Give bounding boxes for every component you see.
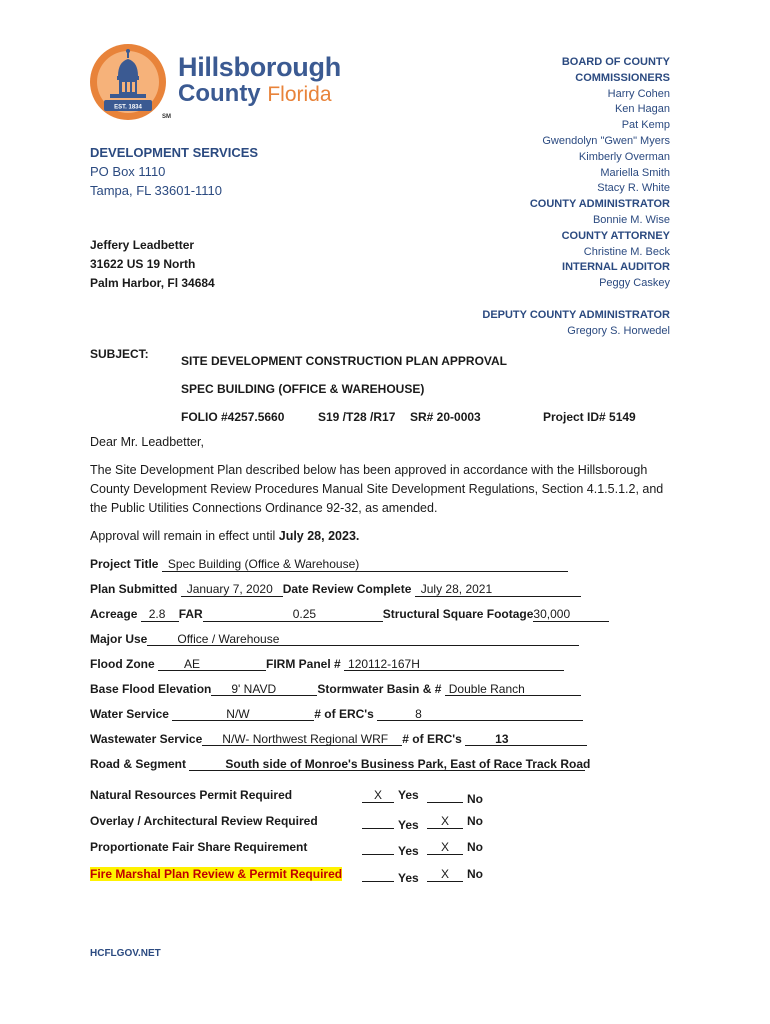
permit-row [90,788,510,806]
project-id: Project ID# 5149 [543,410,636,424]
water-service-value: N/W [172,707,314,721]
water-erc-value: 8 [377,707,583,721]
wastewater-erc-label: # of ERC's [402,732,462,746]
permit-no-mark: X [427,867,463,882]
plan-submitted-label: Plan Submitted [90,582,178,596]
firm-panel-value: 120112-167H [344,657,564,671]
permit-yes-mark [362,867,394,882]
road-segment-label: Road & Segment [90,757,187,771]
logo-florida-word: Florida [267,83,332,106]
permit-yes-option [362,840,419,858]
row-project-title [90,557,568,575]
ssf-label: Structural Square Footage [382,607,534,621]
ssf-value: 30,000 [533,607,609,622]
far-value: 0.25 [203,607,383,622]
permit-row [90,814,510,832]
recipient-city: Palm Harbor, Fl 34684 [90,276,215,290]
effect-date: July 28, 2023. [278,529,360,543]
subject-folio-line [181,403,636,431]
row-road-segment [90,757,591,775]
subject-line-1: SITE DEVELOPMENT CONSTRUCTION PLAN APPROVAL [181,354,508,368]
folio-number: FOLIO #4257.5660 [181,410,285,424]
board-heading: DEPUTY COUNTY ADMINISTRATOR [482,308,670,321]
courthouse-dome-icon [88,42,168,122]
basin-label: Stormwater Basin & # [317,682,442,696]
permit-yes-mark [362,814,394,829]
letter-body [90,433,680,555]
effect-prefix: Approval will remain in effect until [90,529,279,543]
acreage-label: Acreage [90,607,138,621]
board-member-name: Gregory S. Horwedel [567,324,670,337]
board-member-name: Pat Kemp [621,119,670,132]
yes-label: Yes [398,871,419,885]
permit-no-mark: X [427,814,463,829]
permit-label: Natural Resources Permit Required [90,788,293,802]
county-logo [88,42,168,127]
firm-panel-label: FIRM Panel # [266,657,341,671]
permit-label: Overlay / Architectural Review Required [90,814,318,828]
board-officials-list [482,55,670,339]
wastewater-erc-value: 13 [465,732,587,746]
water-erc-label: # of ERC's [314,707,374,721]
flood-zone-value: AE [158,657,266,671]
no-label: No [467,792,483,806]
permit-yes-option [362,788,419,803]
subject-label: SUBJECT: [90,347,149,361]
board-heading: COUNTY ADMINISTRATOR [529,198,670,211]
yes-label: Yes [398,818,419,832]
date-review-value: July 28, 2021 [415,582,581,597]
board-member-name: Bonnie M. Wise [592,213,670,226]
project-title-label: Project Title [90,557,159,571]
date-review-label: Date Review Complete [282,582,412,596]
recipient-address [90,236,215,293]
plan-submitted-value: January 7, 2020 [181,582,283,597]
road-segment-value: South side of Monroe's Business Park, East of Race Track Road [189,757,585,771]
basin-value: Double Ranch [445,682,581,696]
board-member-name: Gwendolyn "Gwen" Myers [542,134,670,147]
logo-county-word: County [178,80,261,107]
recipient-street: 31622 US 19 North [90,257,196,271]
acreage-value: 2.8 [141,607,179,622]
board-member-name: Christine M. Beck [583,245,670,258]
bfe-label: Base Flood Elevation [90,682,212,696]
permit-row [90,867,510,885]
svg-text:EST. 1834: EST. 1834 [114,104,142,111]
no-label: No [467,840,483,854]
recipient-name: Jeffery Leadbetter [90,238,195,252]
permit-row [90,840,510,858]
major-use-value: Office / Warehouse [147,632,579,646]
permit-no-option [427,867,483,882]
board-spacer [482,292,670,308]
row-wastewater-service [90,732,587,750]
permit-no-mark: X [427,840,463,855]
board-heading: COUNTY ATTORNEY [561,229,670,242]
permit-no-mark [427,788,463,803]
row-base-flood [90,682,581,700]
row-flood-zone [90,657,564,675]
permit-no-option [427,788,483,806]
board-member-name: Mariella Smith [600,166,670,179]
board-heading: INTERNAL AUDITOR [562,261,670,274]
board-heading: COMMISSIONERS [575,71,670,84]
project-title-value: Spec Building (Office & Warehouse) [162,557,568,572]
effect-statement [90,527,680,546]
board-member-name: Kimberly Overman [578,150,670,163]
major-use-label: Major Use [90,632,148,646]
sr-number: SR# 20-0003 [410,410,481,424]
water-service-label: Water Service [90,707,169,721]
department-city: Tampa, FL 33601-1110 [90,183,223,198]
board-member-name: Stacy R. White [597,182,670,195]
department-po-box: PO Box 1110 [90,164,166,179]
yes-label: Yes [398,844,419,858]
subject-block [181,347,636,431]
row-acreage [90,607,609,625]
permit-label: Proportionate Fair Share Requirement [90,840,308,854]
logo-name-hillsborough: Hillsborough [178,52,341,82]
row-major-use [90,632,579,650]
yes-label: Yes [398,788,419,802]
footer-website: HCFLGOV.NET [90,948,161,959]
board-member-name: Peggy Caskey [599,277,670,290]
row-water-service [90,707,583,725]
board-member-name: Ken Hagan [614,103,670,116]
permit-label: Fire Marshal Plan Review & Permit Required [90,867,343,881]
permit-yes-mark: X [362,788,394,803]
wastewater-value: N/W- Northwest Regional WRF [202,732,402,746]
permit-yes-option [362,867,419,885]
no-label: No [467,867,483,881]
permit-yes-option [362,814,419,832]
logo-name-county [178,80,332,108]
department-title: DEVELOPMENT SERVICES [90,145,259,160]
subject-line-2: SPEC BUILDING (OFFICE & WAREHOUSE) [181,382,425,396]
permit-no-option [427,814,483,829]
board-member-name: Harry Cohen [607,87,670,100]
permit-no-option [427,840,483,855]
bfe-value: 9' NAVD [211,682,317,696]
service-mark: SM [162,114,171,120]
far-label: FAR [178,607,203,621]
permit-yes-mark [362,840,394,855]
no-label: No [467,814,483,828]
department-block [90,143,258,200]
row-plan-submitted [90,582,581,600]
approval-paragraph: The Site Development Plan described below has been approved in accordance with the Hillsborough County Development Review Procedures Manual Site Development Regulations, Section 4.1.5.1.2, and the Public Utilities Connections Ordinance 92-32, as amended. [90,463,664,515]
board-heading: BOARD OF COUNTY [561,56,670,68]
greeting: Dear Mr. Leadbetter, [90,435,204,449]
flood-zone-label: Flood Zone [90,657,155,671]
wastewater-label: Wastewater Service [90,732,203,746]
section-township-range: S19 /T28 /R17 [318,410,396,424]
